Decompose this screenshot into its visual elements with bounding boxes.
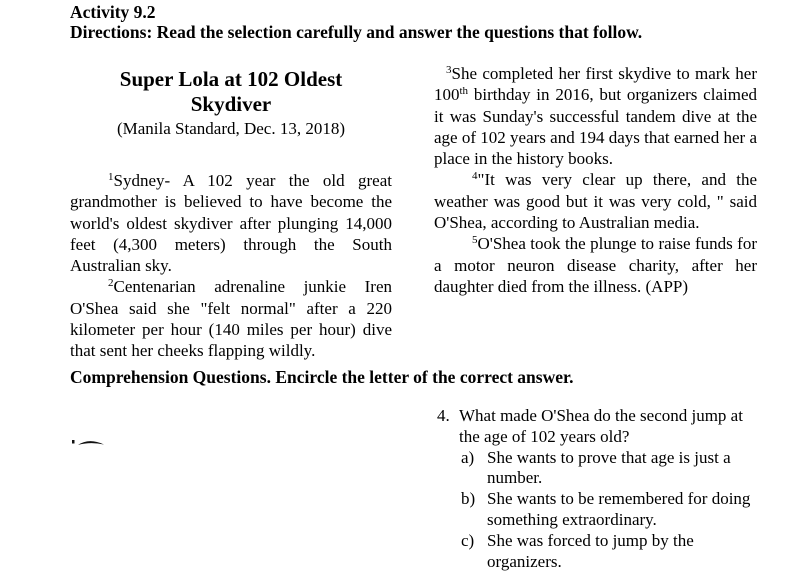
- paragraph-1-text: Sydney- A 102 year the old great grandmother is believed to have become the world's oldest skydiver after plunging 14,000 feet (4,300 meters) through the South Australian sky.: [70, 171, 392, 276]
- question-4-text: What made O'Shea do the second jump at the age of 102 years old?: [459, 406, 743, 446]
- paragraph-5-text: O'Shea took the plunge to raise funds for a motor neuron disease charity, after her daughter died from the illness. (APP): [434, 234, 757, 296]
- paragraph-1-number: 1: [108, 171, 114, 183]
- option-a-letter: a): [461, 447, 475, 467]
- paragraph-3-ordinal-suffix: th: [459, 85, 469, 98]
- article-title-line2: Skydiver: [190, 92, 272, 116]
- article-right-column: [434, 61, 757, 297]
- paragraph-2: [70, 276, 392, 361]
- article-title: [70, 67, 392, 117]
- paragraph-4: [434, 169, 757, 233]
- paragraph-3-number: 3: [446, 64, 452, 76]
- paragraph-4-number: 4: [472, 170, 478, 183]
- option-a: [461, 448, 759, 490]
- option-c-letter: c): [461, 530, 475, 550]
- article-title-line1: Super Lola at 102 Oldest: [119, 67, 343, 91]
- paragraph-1: [70, 170, 392, 276]
- article-source: (Manila Standard, Dec. 13, 2018): [116, 119, 346, 138]
- option-a-text: She wants to prove that age is just a number.: [487, 447, 731, 488]
- option-c: [461, 531, 759, 573]
- stray-pen-mark: [68, 434, 112, 450]
- directions-text: Directions: Read the selection carefully and answer the questions that follow.: [70, 21, 643, 42]
- paragraph-3-text-b: birthday in 2016, but organizers claimed it was Sunday's successful tandem dive at the age of 102 years and 194 days that earned her a place in the history books.: [434, 85, 757, 169]
- paragraph-3: [434, 63, 757, 169]
- question-4-options: [461, 448, 759, 573]
- paragraph-5-number: 5: [472, 234, 478, 247]
- question-4-block: [437, 406, 759, 572]
- paragraph-2-number: 2: [108, 277, 114, 290]
- activity-title: Activity 9.2: [70, 2, 156, 22]
- paragraph-5: [434, 233, 757, 297]
- option-c-text: She was forced to jump by the organizers.: [487, 530, 694, 571]
- question-4-number: 4.: [437, 406, 450, 425]
- worksheet-header: [70, 3, 760, 42]
- article-left-column: [70, 64, 392, 362]
- question-4: [437, 406, 759, 448]
- option-b-text: She wants to be remembered for doing something extraordinary.: [487, 489, 751, 529]
- option-b: [461, 489, 759, 531]
- paragraph-3-text-a: She completed her first skydive to mark her 100: [434, 64, 757, 105]
- comprehension-heading: Comprehension Questions. Encircle the letter of the correct answer.: [70, 367, 574, 387]
- paragraph-2-text: Centenarian adrenaline junkie Iren O'Shea said she "felt normal" after a 220 kilometer per hour (140 miles per hour) dive that sent her cheeks flapping wildly.: [70, 277, 392, 361]
- paragraph-4-text: "It was very clear up there, and the weather was good but it was very cold, " said O'Shea, according to Australian media.: [434, 170, 757, 233]
- option-b-letter: b): [461, 489, 476, 509]
